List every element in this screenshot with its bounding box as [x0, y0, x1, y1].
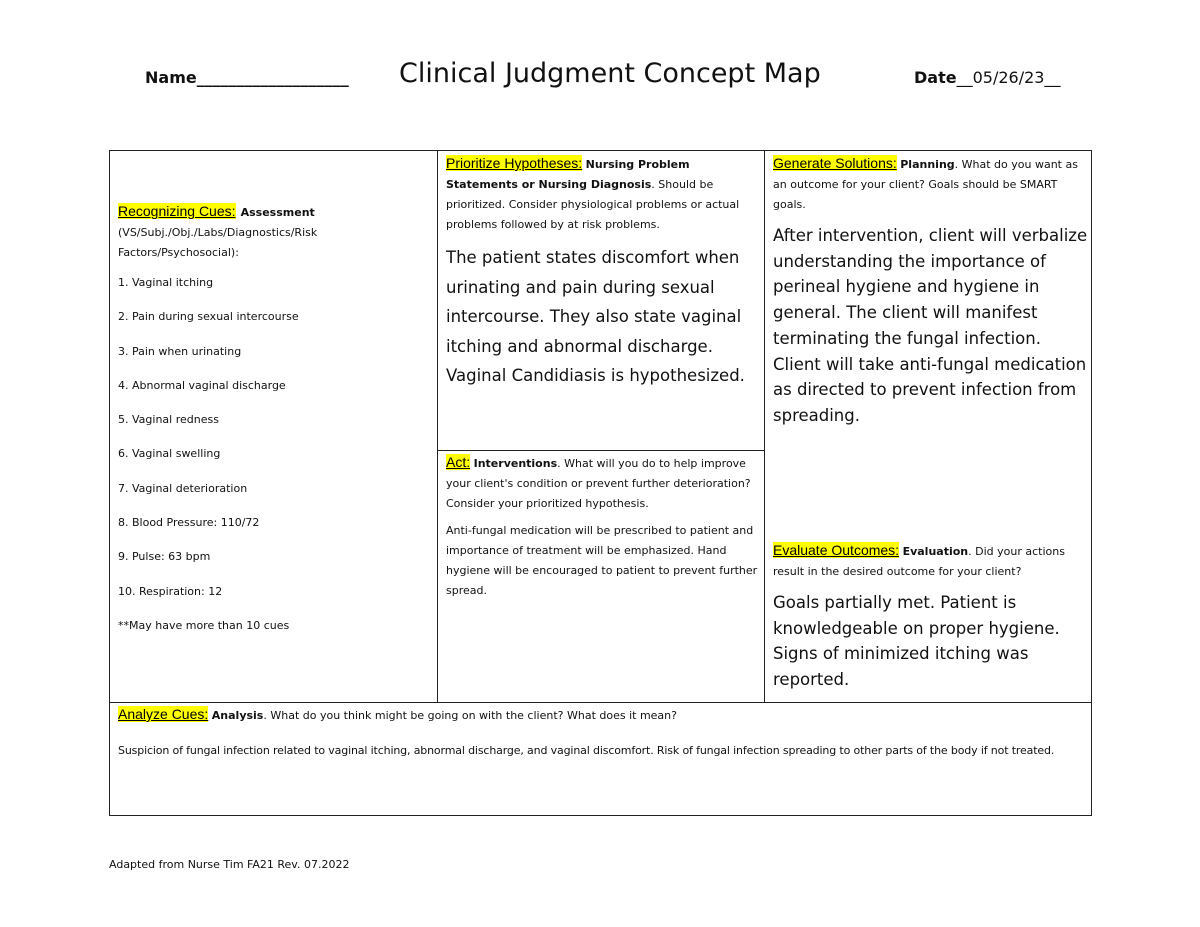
- act-heading: Act:: [446, 454, 471, 470]
- generate-solutions-lead: Planning: [900, 158, 955, 171]
- footer-note: Adapted from Nurse Tim FA21 Rev. 07.2022: [109, 858, 350, 871]
- generate-solutions-section: [773, 153, 1089, 429]
- analyze-cues-section: [118, 704, 1086, 761]
- cue-item: 9. Pulse: 63 bpm: [118, 550, 211, 564]
- act-section: [446, 452, 764, 601]
- grid-divider: [437, 151, 438, 702]
- cue-item: 10. Respiration: 12: [118, 584, 223, 598]
- cue-item: 7. Vaginal deterioration: [118, 481, 248, 495]
- date-field: [914, 68, 1060, 87]
- analyze-cues-answer: Suspicion of fungal infection related to vaginal itching, abnormal discharge, and vaginal discomfort. Risk of fungal infection spreading to other parts of the body if not treated.: [118, 744, 1055, 757]
- act-answer: Anti-fungal medication will be prescribed to patient and importance of treatment will be emphasized. Hand hygiene will be encouraged to patient to prevent further spread.: [446, 524, 758, 597]
- grid-divider: [110, 702, 1091, 703]
- cue-item: 4. Abnormal vaginal discharge: [118, 378, 286, 392]
- analyze-cues-heading: Analyze Cues:: [118, 706, 209, 722]
- cue-item: 2. Pain during sexual intercourse: [118, 310, 299, 324]
- name-field-label: Name___________________: [145, 68, 349, 87]
- cue-item: 3. Pain when urinating: [118, 344, 242, 358]
- act-lead: Interventions: [473, 457, 558, 470]
- generate-solutions-heading: Generate Solutions:: [773, 155, 897, 171]
- cue-item: 1. Vaginal itching: [118, 276, 214, 289]
- generate-solutions-prompt: . What do you want as an outcome for your client? Goals should be SMART goals.: [773, 158, 1078, 211]
- generate-solutions-answer: After intervention, client will verbalize understanding the importance of perineal hygiene and hygiene in general. The client will manifest terminating the fungal infection. Client will take anti-fungal medication as directed to prevent infection from spreading.: [773, 226, 1088, 425]
- analyze-cues-lead: Analysis: [211, 709, 264, 722]
- page-title: Clinical Judgment Concept Map: [399, 58, 821, 89]
- grid-divider: [764, 151, 765, 702]
- date-value: __05/26/23__: [956, 68, 1061, 87]
- prioritize-hypotheses-prompt: . Should be prioritized. Consider physiological problems or actual problems followed by at risk problems.: [446, 178, 740, 231]
- prioritize-hypotheses-heading: Prioritize Hypotheses:: [446, 155, 583, 171]
- cue-item: 8. Blood Pressure: 110/72: [118, 516, 260, 530]
- recognizing-cues-heading: Recognizing Cues:: [118, 203, 236, 219]
- act-prompt: . What will you do to help improve your client's condition or prevent further deterioration? Consider your prioritized hypothesis.: [446, 457, 751, 510]
- prioritize-hypotheses-lead: Nursing Problem Statements or Nursing Diagnosis: [446, 158, 690, 191]
- prioritize-hypotheses-section: [446, 153, 764, 391]
- evaluate-outcomes-answer: Goals partially met. Patient is knowledgeable on proper hygiene. Signs of minimized itching was reported.: [773, 593, 1060, 690]
- evaluate-outcomes-section: [773, 540, 1089, 693]
- evaluate-outcomes-prompt: . Did your actions result in the desired outcome for your client?: [773, 545, 1065, 578]
- grid-divider: [437, 450, 764, 451]
- evaluate-outcomes-heading: Evaluate Outcomes:: [773, 542, 900, 558]
- evaluate-outcomes-lead: Evaluation: [902, 545, 969, 558]
- recognizing-cues-prompt: (VS/Subj./Obj./Labs/Diagnostics/Risk Factors/Psychosocial):: [118, 226, 318, 259]
- recognizing-cues-lead: Assessment: [240, 206, 315, 219]
- analyze-cues-prompt: . What do you think might be going on with the client? What does it mean?: [263, 709, 677, 722]
- cue-item: 6. Vaginal swelling: [118, 447, 221, 461]
- date-label: Date: [914, 68, 957, 87]
- recognizing-cues-section: [118, 201, 433, 643]
- cue-item: 5. Vaginal redness: [118, 413, 219, 427]
- prioritize-hypotheses-answer: The patient states discomfort when urinating and pain during sexual intercourse. They also state vaginal itching and abnormal discharge. Vaginal Candidiasis is hypothesized.: [446, 248, 745, 386]
- concept-map-grid: [109, 150, 1092, 816]
- cue-note: **May have more than 10 cues: [118, 618, 290, 632]
